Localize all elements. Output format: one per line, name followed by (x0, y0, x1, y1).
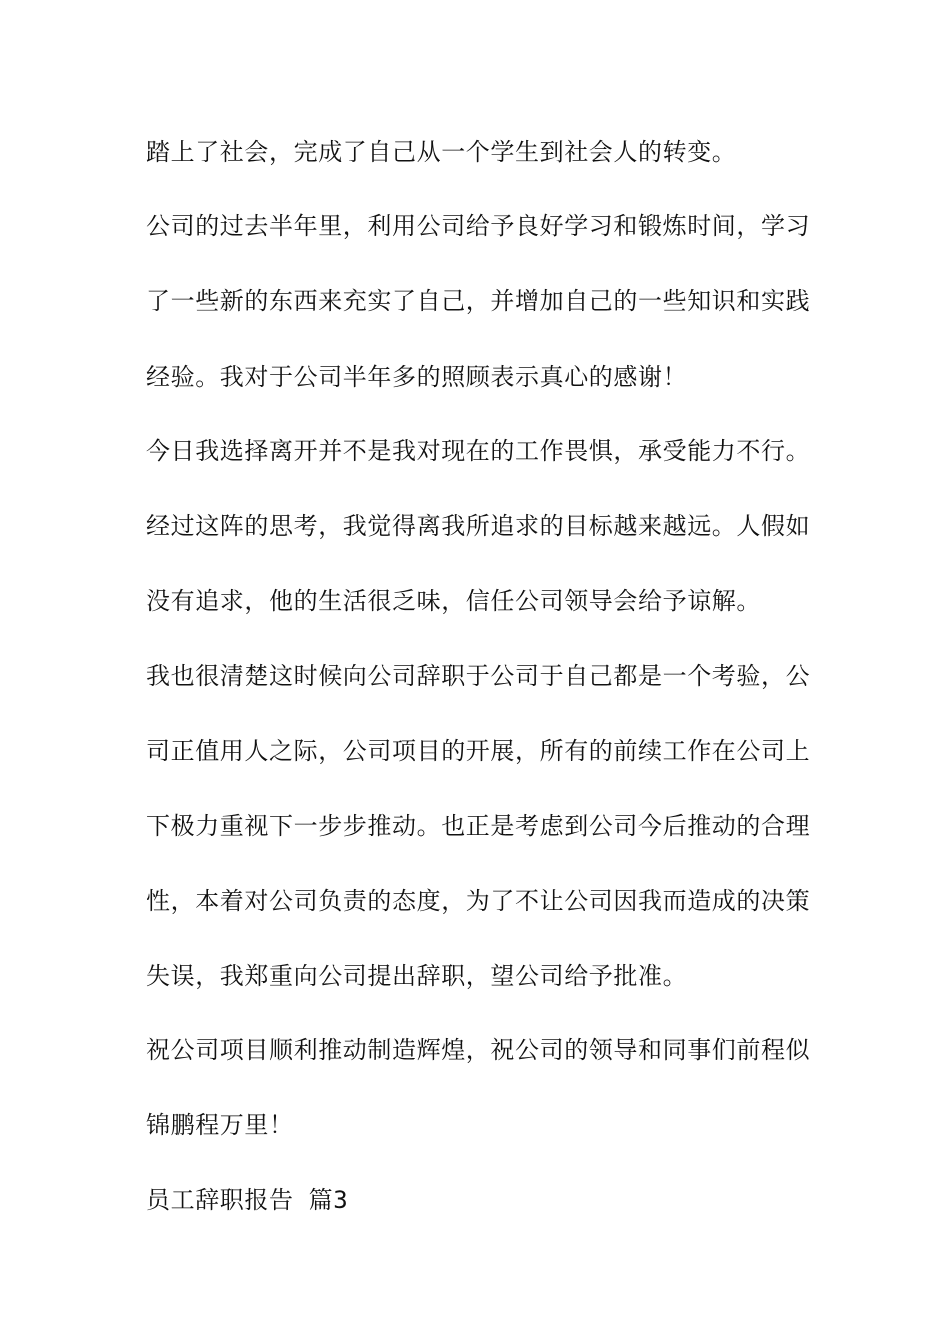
text-line: 经验。我对于公司半年多的照顾表示真心的感谢！ (146, 363, 688, 391)
text-line: 下极力重视下一步步推动。也正是考虑到公司今后推动的合理 (146, 812, 811, 840)
text-line: 公司的过去半年里，利用公司给予良好学习和锻炼时间，学习 (146, 212, 811, 240)
text-line: 锦鹏程万里！ (146, 1111, 294, 1139)
text-line: 祝公司项目顺利推动制造辉煌，祝公司的领导和同事们前程似 (146, 1036, 811, 1064)
text-line: 失误，我郑重向公司提出辞职，望公司给予批准。 (146, 962, 688, 990)
text-line: 没有追求，他的生活很乏味，信任公司领导会给予谅解。 (146, 587, 761, 615)
text-line: 经过这阵的思考，我觉得离我所追求的目标越来越远。人假如 (146, 512, 811, 540)
text-line: 了一些新的东西来充实了自己，并增加自己的一些知识和实践 (146, 287, 811, 315)
text-line: 性，本着对公司负责的态度，为了不让公司因我而造成的决策 (146, 887, 811, 915)
text-line: 司正值用人之际，公司项目的开展，所有的前续工作在公司上 (146, 737, 811, 765)
text-line: 踏上了社会，完成了自己从一个学生到社会人的转变。 (146, 138, 737, 166)
text-line: 我也很清楚这时候向公司辞职于公司于自己都是一个考验，公 (146, 662, 811, 690)
text-line: 今日我选择离开并不是我对现在的工作畏惧，承受能力不行。 (146, 437, 811, 465)
section-heading: 员工辞职报告 篇3 (146, 1186, 349, 1214)
